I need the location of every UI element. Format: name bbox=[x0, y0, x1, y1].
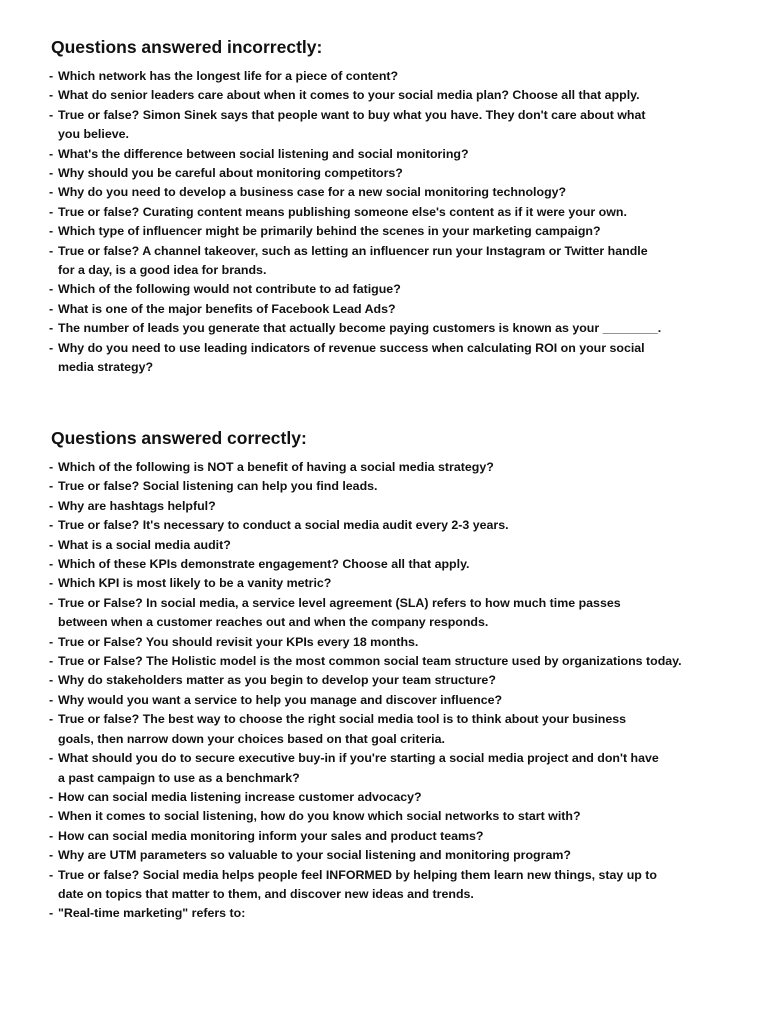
question-item: - Why are UTM parameters so valuable to your social listening and monitoring program? bbox=[51, 846, 751, 865]
question-item: - What is one of the major benefits of Facebook Lead Ads? bbox=[51, 300, 751, 319]
incorrect-section bbox=[51, 36, 751, 378]
question-item: - What's the difference between social listening and social monitoring? bbox=[51, 145, 751, 164]
question-item: - Why are hashtags helpful? bbox=[51, 497, 751, 516]
question-item: - Which type of influencer might be primarily behind the scenes in your marketing campaign? bbox=[51, 222, 751, 241]
question-item: - True or False? In social media, a service level agreement (SLA) refers to how much time passes between when a customer reaches out and when the company responds. bbox=[51, 594, 751, 633]
question-item: - How can social media listening increase customer advocacy? bbox=[51, 788, 751, 807]
question-item: - True or false? Curating content means publishing someone else's content as if it were your own. bbox=[51, 203, 751, 222]
question-item: - What should you do to secure executive buy-in if you're starting a social media project and don't have a past campaign to use as a benchmark? bbox=[51, 749, 751, 788]
question-item: - Why do you need to develop a business case for a new social monitoring technology? bbox=[51, 183, 751, 202]
question-item: - Why do stakeholders matter as you begin to develop your team structure? bbox=[51, 671, 751, 690]
question-item: - Which network has the longest life for a piece of content? bbox=[51, 67, 751, 86]
question-item: - Which of the following is NOT a benefit of having a social media strategy? bbox=[51, 458, 751, 477]
question-item: - True or false? It's necessary to conduct a social media audit every 2-3 years. bbox=[51, 516, 751, 535]
question-item: - How can social media monitoring inform your sales and product teams? bbox=[51, 827, 751, 846]
question-item: - Which of these KPIs demonstrate engagement? Choose all that apply. bbox=[51, 555, 751, 574]
question-item: - True or false? A channel takeover, such as letting an influencer run your Instagram or Twitter handle for a day, is a good idea for brands. bbox=[51, 242, 751, 281]
question-item: - What do senior leaders care about when it comes to your social media plan? Choose all that apply. bbox=[51, 86, 751, 105]
question-item: - Which of the following would not contribute to ad fatigue? bbox=[51, 280, 751, 299]
question-item: - True or false? The best way to choose the right social media tool is to think about your business goals, then narrow down your choices based on that goal criteria. bbox=[51, 710, 751, 749]
question-item: - When it comes to social listening, how do you know which social networks to start with? bbox=[51, 807, 751, 826]
correct-section bbox=[51, 427, 751, 924]
correct-heading: Questions answered correctly: bbox=[51, 428, 307, 448]
question-item: - Why would you want a service to help you manage and discover influence? bbox=[51, 691, 751, 710]
question-item: - Why should you be careful about monitoring competitors? bbox=[51, 164, 751, 183]
question-item: - True or false? Social listening can help you find leads. bbox=[51, 477, 751, 496]
question-item: - Which KPI is most likely to be a vanity metric? bbox=[51, 574, 751, 593]
question-item: - True or false? Social media helps people feel INFORMED by helping them learn new things, stay up to date on topics that matter to them, and discover new ideas and trends. bbox=[51, 866, 751, 905]
question-item: - True or False? You should revisit your KPIs every 18 months. bbox=[51, 633, 751, 652]
question-item: - "Real-time marketing" refers to: bbox=[51, 904, 751, 923]
question-item: - True or false? Simon Sinek says that people want to buy what you have. They don't care about what you believe. bbox=[51, 106, 751, 145]
question-item: - Why do you need to use leading indicators of revenue success when calculating ROI on your social media strategy? bbox=[51, 339, 751, 378]
question-item: - True or False? The Holistic model is the most common social team structure used by organizations today. bbox=[51, 652, 751, 671]
question-item: - The number of leads you generate that actually become paying customers is known as your ________. bbox=[51, 319, 751, 338]
incorrect-heading: Questions answered incorrectly: bbox=[51, 37, 323, 57]
incorrect-question-list bbox=[51, 67, 751, 378]
question-item: - What is a social media audit? bbox=[51, 536, 751, 555]
correct-question-list bbox=[51, 458, 751, 924]
